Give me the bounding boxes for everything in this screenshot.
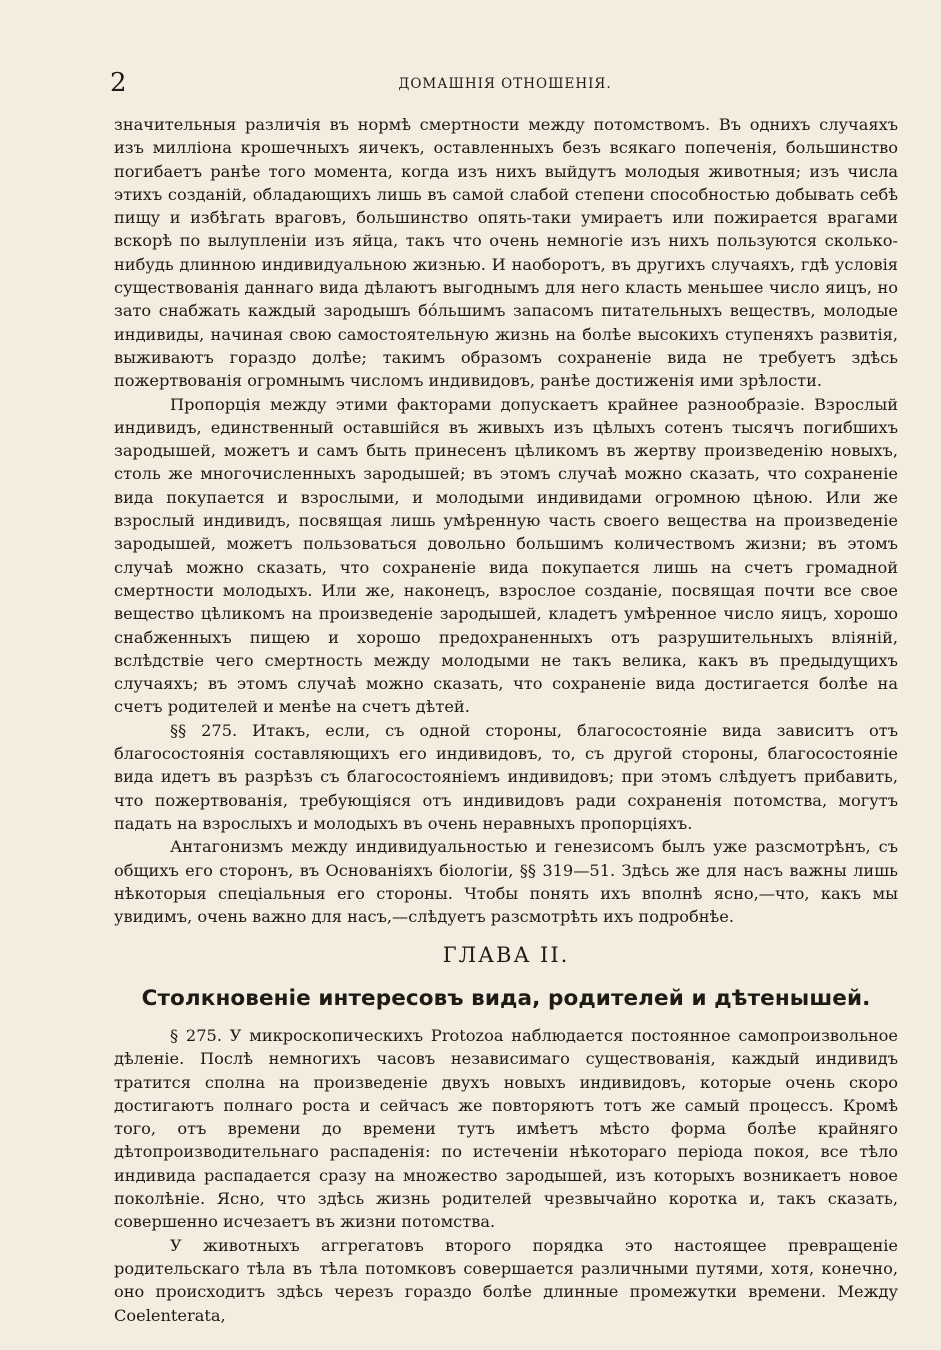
paragraph: значительныя различія въ нормѣ смертности между потомствомъ. Въ однихъ случаяхъ изъ милліона крошечныхъ яичекъ, оставленныхъ безъ всякаго попеченія, большинство погибаетъ ранѣе того момента, когда изъ нихъ выйдутъ молодыя животныя; изъ числа этихъ созданій, обладающихъ лишь въ самой слабой степени способностью добывать себѣ пищу и избѣгать враговъ, большинство опять-таки умираетъ или пожирается врагами вскорѣ по вылупленіи изъ яйца, такъ что очень немногіе изъ нихъ пользуются сколько-нибудь длинною индивидуальною жизнью. И наоборотъ, въ другихъ случаяхъ, гдѣ условія существованія даннаго вида дѣлаютъ выгоднымъ для него класть меньшее число яицъ, но зато снабжать каждый зародышъ бóльшимъ запасомъ питательныхъ веществъ, молодые индивиды, начиная свою самостоятельную жизнь на болѣе высокихъ ступеняхъ развитія, выживаютъ гораздо долѣе; такимъ образомъ сохраненіе вида не требуетъ здѣсь пожертвованія огромнымъ числомъ индивидовъ, ранѣе достиженія ими зрѣлости. [114, 115, 898, 391]
paragraph: §§ 275. Итакъ, если, съ одной стороны, благосостояніе вида зависитъ отъ благосостоянія составляющихъ его индивидовъ, то, съ другой стороны, благосостояніе вида идетъ въ разрѣзъ съ благосостояніемъ индивидовъ; при этомъ слѣдуетъ прибавить, что пожертвованія, требующіяся отъ индивидовъ ради сохраненія потомства, могутъ падать на взрослыхъ и молодыхъ въ очень неравныхъ пропорціяхъ. [114, 720, 898, 833]
chapter-number: ГЛАВА II. [442, 943, 570, 967]
paragraph: § 275. У микроскопическихъ Protozoa наблюдается постоянное самопроизвольное дѣленіе. Послѣ немногихъ часовъ независимаго существованія, каждый индивидъ тратится сполна на произведеніе двухъ новыхъ индивидовъ, которые очень скоро достигаютъ полнаго роста и сейчасъ же повторяютъ тотъ же самый процессъ. Кромѣ того, отъ времени до времени тутъ имѣетъ мѣсто форма болѣе крайняго дѣтопроизводительнаго распаденія: по истеченіи нѣкотораго періода покоя, все тѣло индивида распадается сразу на множество зародышей, изъ которыхъ возникаетъ новое поколѣніе. Ясно, что здѣсь жизнь родителей чрезвычайно коротка и, такъ сказать, совершенно исчезаетъ въ жизни потомства. [114, 1026, 898, 1232]
page-header [110, 66, 900, 100]
paragraph: У животныхъ аггрегатовъ второго порядка это настоящее превращеніе родительскаго тѣла въ тѣла потомковъ совершается различными путями, хотя, конечно, оно происходитъ здѣсь черезъ гораздо болѣе длинные промежутки времени. Между Coelenterata, [114, 1235, 898, 1325]
section-after-chapter [114, 1024, 898, 1327]
running-title: ДОМАШНІЯ ОТНОШЕНІЯ. [398, 76, 612, 92]
page-number: 2 [110, 68, 127, 98]
section-before-chapter [114, 113, 898, 928]
chapter-title: Столкновеніе интересовъ вида, родителей и дѣтенышей. [141, 986, 871, 1011]
paragraph: Пропорція между этими факторами допускаетъ крайнее разнообразіе. Взрослый индивидъ, единственный оставшійся въ живыхъ изъ цѣлыхъ сотенъ тысячъ погибшихъ зародышей, можетъ и самъ быть принесенъ цѣликомъ въ жертву произведенію новыхъ, столь же многочисленныхъ зародышей; въ этомъ случаѣ можно сказать, что сохраненіе вида покупается и взрослыми, и молодыми индивидами огромною цѣною. Или же взрослый индивидъ, посвящая лишь умѣренную часть своего вещества на произведеніе зародышей, можетъ пользоваться довольно большимъ количествомъ жизни; въ этомъ случаѣ можно сказать, что сохраненіе вида покупается лишь на счетъ громадной смертности молодыхъ. Или же, наконецъ, взрослое созданіе, посвящая почти все свое вещество цѣликомъ на произведеніе зародышей, кладетъ умѣренное число яицъ, хорошо снабженныхъ пищею и хорошо предохраненныхъ отъ разрушительныхъ вліяній, вслѣдствіе чего смертность между молодыми не такъ велика, какъ въ предыдущихъ случаяхъ; въ этомъ случаѣ можно сказать, что сохраненіе вида достигается болѣе на счетъ родителей и менѣе на счетъ дѣтей. [114, 394, 898, 717]
paragraph: Антагонизмъ между индивидуальностью и генезисомъ былъ уже разсмотрѣнъ, съ общихъ его сторонъ, въ Основаніяхъ біологіи, §§ 319—51. Здѣсь же для насъ важны лишь нѣкоторыя спеціальныя его стороны. Чтобы понять ихъ вполнѣ ясно,—что, какъ мы увидимъ, очень важно для насъ,—слѣдуетъ разсмотрѣть ихъ подробнѣе. [114, 837, 898, 927]
